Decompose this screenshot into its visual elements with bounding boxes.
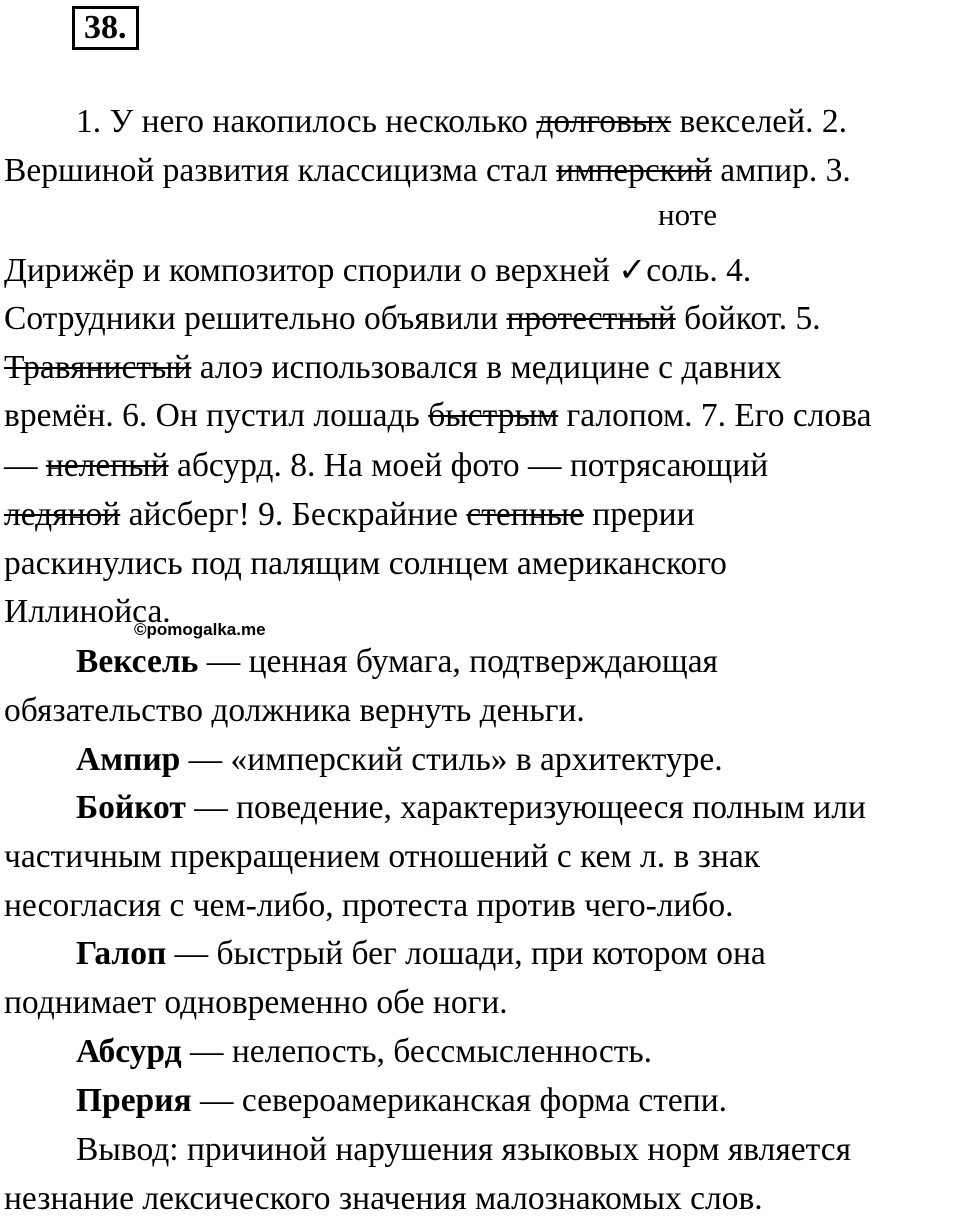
struck-word: протестный bbox=[506, 300, 676, 337]
definition-term: Бойкот bbox=[76, 789, 186, 826]
correction-note: ноте bbox=[658, 197, 717, 232]
definition-term: Прерия bbox=[76, 1082, 192, 1119]
conclusion-line: незнание лексического значения малознакомых слов. bbox=[4, 1180, 763, 1217]
definition-term: Ампир bbox=[76, 741, 181, 778]
definition-line: Вексель — ценная бумага, подтверждающая bbox=[76, 643, 718, 680]
watermark: ©pomogalka.me bbox=[134, 620, 266, 639]
definition-term: Галоп bbox=[76, 935, 167, 972]
definition-term: Вексель bbox=[76, 643, 199, 680]
text-line: Вершиной развития классицизма стал имперский ампир. 3. bbox=[4, 152, 851, 189]
definition-line: несогласия с чем-либо, протеста против чего-либо. bbox=[4, 887, 734, 924]
text-line: Сотрудники решительно объявили протестный бойкот. 5. bbox=[4, 300, 821, 337]
text-line: времён. 6. Он пустил лошадь быстрым галопом. 7. Его слова bbox=[4, 397, 872, 434]
text-line: — нелепый абсурд. 8. На моей фото — потрясающий bbox=[4, 447, 769, 484]
text-line: Дирижёр и композитор спорили о верхней ✓соль. 4. bbox=[4, 252, 752, 289]
insertion-mark-icon: ✓ bbox=[618, 252, 647, 289]
struck-word: ледяной bbox=[4, 496, 121, 533]
struck-word: Травянистый bbox=[4, 349, 192, 386]
text-line: раскинулись под палящим солнцем американского bbox=[4, 545, 727, 582]
definition-line: поднимает одновременно обе ноги. bbox=[4, 984, 508, 1021]
struck-word: имперский bbox=[556, 152, 712, 189]
definition-line: Галоп — быстрый бег лошади, при котором она bbox=[76, 935, 766, 972]
definition-line: обязательство должника вернуть деньги. bbox=[4, 692, 585, 729]
definition-term: Абсурд bbox=[76, 1033, 182, 1070]
exercise-number: 38. bbox=[72, 6, 139, 50]
text-line: Травянистый алоэ использовался в медицине с давних bbox=[4, 349, 782, 386]
struck-word: нелепый bbox=[45, 447, 169, 484]
struck-word: быстрым bbox=[428, 397, 559, 434]
struck-word: долговых bbox=[536, 103, 672, 140]
definition-line: Прерия — североамериканская форма степи. bbox=[76, 1082, 728, 1119]
definition-line: Ампир — «имперский стиль» в архитектуре. bbox=[76, 741, 723, 778]
definition-line: Бойкот — поведение, характеризующееся полным или bbox=[76, 789, 866, 826]
text-line: ледяной айсберг! 9. Бескрайние степные прерии bbox=[4, 496, 695, 533]
text-line: Иллинойса. bbox=[4, 593, 171, 630]
definition-line: Абсурд — нелепость, бессмысленность. bbox=[76, 1033, 653, 1070]
conclusion-line: Вывод: причиной нарушения языковых норм является bbox=[76, 1131, 851, 1168]
definition-line: частичным прекращением отношений с кем л. в знак bbox=[4, 838, 760, 875]
struck-word: степные bbox=[466, 496, 585, 533]
text-line: 1. У него накопилось несколько долговых векселей. 2. bbox=[76, 103, 847, 140]
